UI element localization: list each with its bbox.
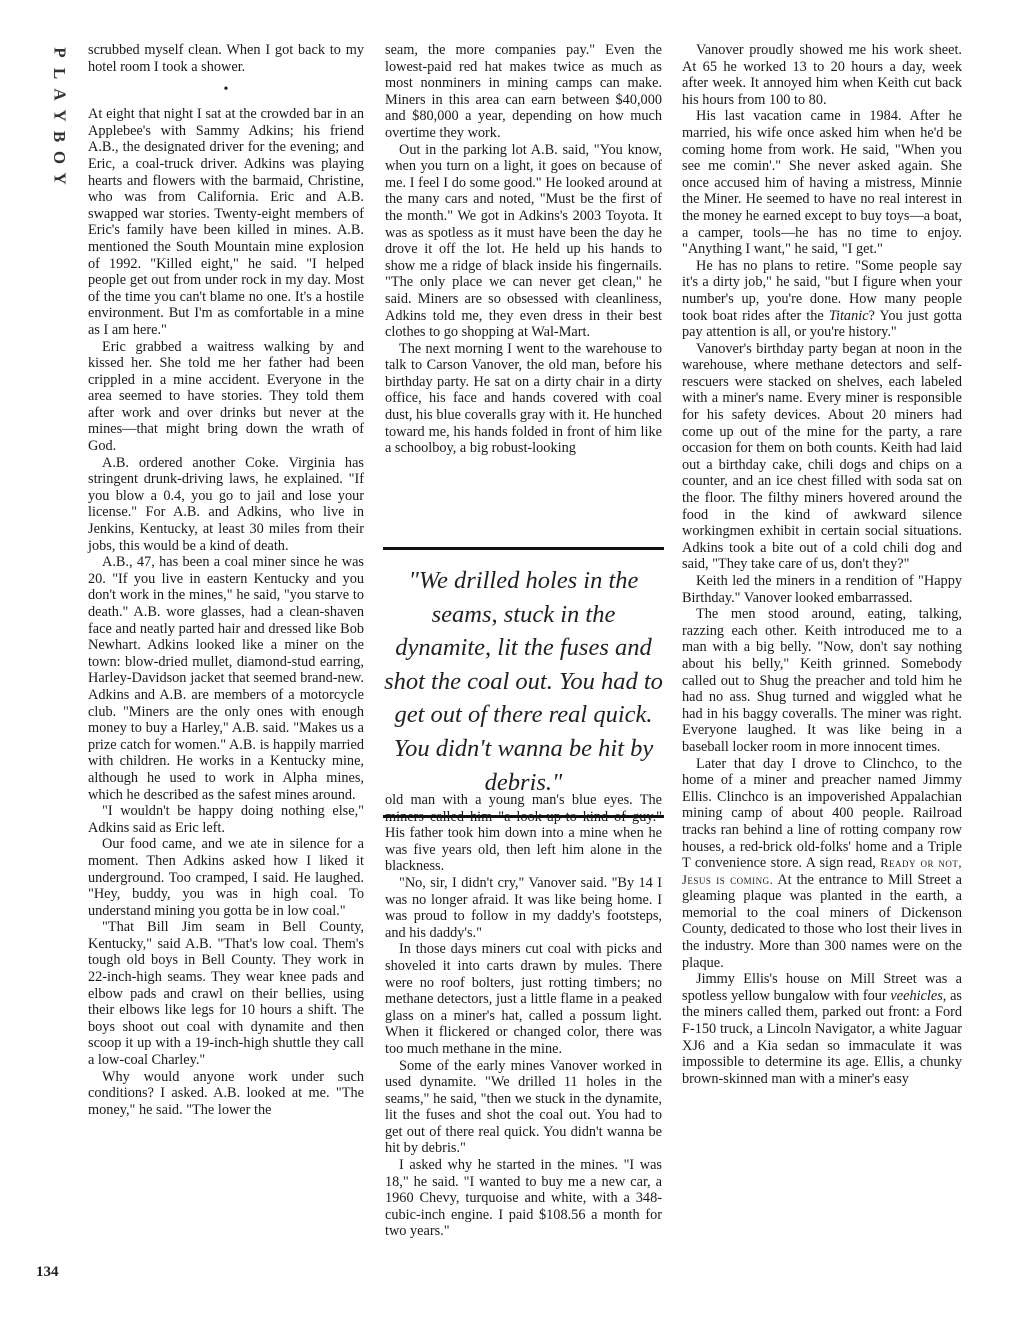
paragraph: The next morning I went to the warehouse to talk to Carson Vanover, the old man, before his birthday party. He sat on a dirty chair in a dirty office, his face and hands covered with coal dust, his blue coveralls gray with it. He hunched toward me, his hands folded in front of him like a schoolboy, a big robust-looking xyxy=(385,340,662,457)
playboy-masthead xyxy=(50,42,70,189)
sign-text: Ready or not, Jesus is coming. xyxy=(682,856,963,887)
text-run: , as the miners called them, parked out front: a Ford F-150 truck, a Lincoln Navigator, a white Jaguar XJ6 and a Kia sedan so immaculate it was impossible to determine its age. Ellis, a chunky brown-skinned man with a miner's easy xyxy=(682,987,962,1087)
masthead-letter: Y xyxy=(50,109,70,122)
paragraph: Some of the early mines Vanover worked in used dynamite. "We drilled 11 holes in the seams," he said, "then we stuck in the dynamite, lit the fuses and shot the coal out. You had to get out of there real quick. You didn't wanna be hit by debris." xyxy=(385,1057,662,1157)
masthead-letter: P xyxy=(50,47,70,58)
text-run: He has no plans to retire. "Some people say it's a dirty job," he said, "but I figure when your number's up, you're done. How many people took boat rides after the xyxy=(682,257,962,324)
column-2 xyxy=(385,42,662,457)
masthead-letter: L xyxy=(50,67,70,80)
paragraph: scrubbed myself clean. When I got back to my hotel room I took a shower. xyxy=(88,42,364,75)
paragraph: Vanover's birthday party began at noon in the warehouse, where methane detectors and self-rescuers were stacked on shelves, each labeled with a miner's name. Every miner is responsible for his safety devices. About 20 miners had come up out of the mine for the party, a rare occasion for them on both counts. Keith had laid out a birthday cake, chili dogs and chips on a counter, and an ice chest filled with soda sat on the floor. The filthy miners hovered around the food in the kind of awkward silence workingmen exhibit in certain social situations. Adkins took a bite out of a cold chili dog and said, "They take care of us, don't they?" xyxy=(682,340,962,573)
paragraph: In those days miners cut coal with picks and shoveled it into carts drawn by mules. There were no roof bolters, just rotting timbers; no methane detectors, just a little flame in a peaked glass on a miner's hat, called a possum light. When it flickered or changed color, there was too much methane in the mine. xyxy=(385,941,662,1057)
paragraph: "I wouldn't be happy doing nothing else," Adkins said as Eric left. xyxy=(88,803,364,836)
text-run: Later that day I drove to Clinchco, to the home of a miner and preacher named Jimmy Ellis. Clinchco is an impoverished Appalachian mining camp of about 400 people. Railroad tracks ran behind a line of rotting company row houses, a red-brick old-folks' home and a Triple T convenience store. A sign read, xyxy=(682,755,962,872)
paragraph xyxy=(682,971,962,1087)
paragraph: The men stood around, eating, talking, razzing each other. Keith introduced me to a man with a big belly. "Now, don't say nothing about his belly," Keith grinned. Somebody called out to Shug the preacher and told him he had no ass. Shug turned and wiggled what he had in his baggy coveralls. The miner was right. Everyone laughed. It was like being in a baseball locker room in more innocent times. xyxy=(682,606,962,755)
italic-title: Titanic xyxy=(828,307,869,324)
column-2-continued xyxy=(385,792,662,1240)
masthead-letter: B xyxy=(50,130,70,143)
page-number: 134 xyxy=(36,1264,59,1280)
paragraph: A.B. ordered another Coke. Virginia has stringent drunk-driving laws, he explained. "If you blow a 0.4, you go to jail and lose your license." For A.B. and Adkins, who live in Jenkins, Kentucky, at least 30 miles from their jobs, this would be a kind of death. xyxy=(88,454,364,554)
masthead-letter: O xyxy=(50,150,70,165)
text-run: At the entrance to Mill Street a gleaming plaque was planted in the earth, a memorial to the coal miners of Dickenson County, dedicated to those who lost their lives in the industry. More than 300 names were on the plaque. xyxy=(682,871,962,971)
text-run: ? You just gotta pay attention is all, or you're history." xyxy=(682,307,962,341)
paragraph: Eric grabbed a waitress walking by and kissed her. She told me her father had been crippled in a mine accident. Everyone in the area seemed to have stories. They told them after work and over drinks but never at the mines—that might bring down the wrath of God. xyxy=(88,338,364,455)
paragraph: seam, the more companies pay." Even the lowest-paid red hat makes twice as much as most nonminers in mining camps can make. Miners in this area can earn between $40,000 and $80,000 a year, depending on how much overtime they work. xyxy=(385,42,662,141)
masthead-letter: A xyxy=(50,88,70,101)
paragraph xyxy=(682,756,962,972)
paragraph: Our food came, and we ate in silence for a moment. Then Adkins asked how I liked it underground. Too cramped, I said. He laughed. "Hey, buddy, you was in high coal. To understand mining you gotta be in low coal." xyxy=(88,836,364,919)
paragraph: old man with a young man's blue eyes. The miners called him "a look-up-to kind of guy." His father took him down into a mine when he was five years old, then left him alone in the blackness. xyxy=(385,792,662,875)
paragraph: His last vacation came in 1984. After he married, his wife once asked him when he'd be coming home from work. He said, "When you see me comin'." She never asked again. She once accused him of having a mistress, Minnie the Miner. He seemed to have no real interest in the money he earned except to buy toys—a boat, a camper, tools—he has no time to enjoy. "Anything I want," he said, "I get." xyxy=(682,108,962,258)
section-separator: • xyxy=(223,82,229,98)
paragraph: Why would anyone work under such conditions? I asked. A.B. looked at me. "The money," he said. "The lower the xyxy=(88,1068,364,1118)
paragraph: At eight that night I sat at the crowded bar in an Applebee's with Sammy Adkins; his friend A.B., the designated driver for the evening; and Eric, a coal-truck driver. Adkins was playing hearts and flowers with the barmaid, Christine, who was from California. Eric and A.B. swapped war stories. Twenty-eight members of Eric's family have been killed in mines. A.B. mentioned the South Mountain mine explosion of 1992. "Killed eight," he said. "I helped people get out from under rock in my day. Most of the time you can't blame no one. It's a hostile environment. But I'm as comfortable in a mine as I am here." xyxy=(88,106,364,338)
text-run: Jimmy Ellis's house on Mill Street was a spotless yellow bungalow with four xyxy=(682,971,962,1004)
paragraph: A.B., 47, has been a coal miner since he was 20. "If you live in eastern Kentucky and you don't work in the mines," he said, "you starve to death." A.B. wore glasses, had a clean-shaven face and neatly parted hair and dressed like Bob Newhart. Adkins looked like a miner on the town: blow-dried mullet, diamond-stud earring, Harley-Davidson jacket that seemed brand-new. Adkins and A.B. are members of a motorcycle club. "Miners are the only ones with enough money to buy a Harley," A.B. said. "Makes us a prize catch for women." A.B. is happily married with children. He works in a Kentucky mine, although he used to work in Alpha mines, which he described as the safest mines around. xyxy=(88,554,364,803)
paragraph xyxy=(682,258,962,341)
paragraph: Keith led the miners in a rendition of "Happy Birthday." Vanover looked embarrassed. xyxy=(682,573,962,606)
paragraph: Vanover proudly showed me his work sheet. At 65 he worked 13 to 20 hours a day, week after week. It annoyed him when Keith cut back his hours from 100 to 80. xyxy=(682,42,962,108)
paragraph: "That Bill Jim seam in Bell County, Kentucky," said A.B. "That's low coal. Them's tough old boys in Bell County. They work in 22-inch-high seams. They wear knee pads and elbow pads and crawl on their bellies, using their elbows like legs for 10 hours a shift. The boys shoot out coal with dynamite and then scoop it up with a 19-inch-high shuttle they call a low-coal Charley." xyxy=(88,919,364,1069)
italic-word: veehicles xyxy=(890,987,943,1004)
paragraph: I asked why he started in the mines. "I was 18," he said. "I wanted to buy me a new car, a 1960 Chevy, turquoise and white, with a 348-cubic-inch engine. I paid $108.56 a month for two years." xyxy=(385,1157,662,1240)
column-1 xyxy=(88,42,364,1118)
pull-quote: "We drilled holes in the seams, stuck in the dynamite, lit the fuses and shot the coal out. You had to get out of there real quick. You didn't wanna be hit by debris." xyxy=(383,547,664,818)
column-3 xyxy=(682,42,962,1087)
paragraph: Out in the parking lot A.B. said, "You know, when you turn on a light, it goes on because of me. I feel I do some good." He looked around at the many cars and noted, "Must be the first of the month." We got in Adkins's 2003 Toyota. It was as spotless as it must have been the day he drove it off the lot. He held up his hands to show me a ridge of black inside his fingernails. "The only place we can never get clean," he said. Miners are so obsessed with cleanliness, Adkins told me, they even dress in their best clothes to go shopping at Wal-Mart. xyxy=(385,141,662,341)
masthead-letter: Y xyxy=(50,172,70,185)
paragraph: "No, sir, I didn't cry," Vanover said. "By 14 I was no longer afraid. It was like being home. I was proud to follow in my daddy's footsteps, and his daddy's." xyxy=(385,874,662,941)
